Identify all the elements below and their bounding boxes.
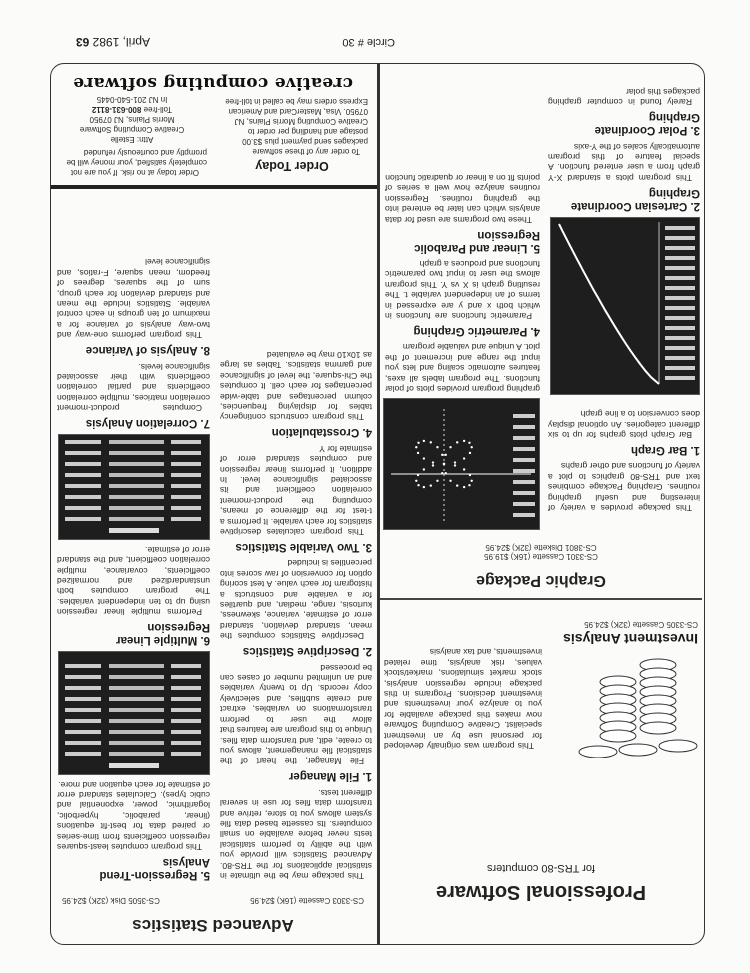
axis-label	[665, 306, 695, 310]
advanced-col-right	[57, 257, 210, 881]
axis-label	[665, 256, 695, 260]
screen-text	[109, 686, 164, 690]
screen-text	[109, 664, 164, 668]
investment-description: This program was originally developed for personal use by an investment specialist. Creative Computing Software now makes this package available for you to analyze your investments and investment decisions. Programs in this package include regression analysis, stock market simulations, market/stock values, risk analysis, time related investments, and tax analysis	[384, 647, 542, 751]
axis-label	[513, 469, 535, 473]
two-variable-heading: 3. Two Variable Statistics	[235, 541, 372, 554]
polar-point	[417, 452, 419, 454]
polar-point	[436, 446, 438, 448]
polar-point	[469, 474, 471, 476]
bar-graph-heading: 1. Bar Graph	[630, 443, 700, 456]
screen-text	[65, 484, 101, 488]
screen-text	[65, 675, 101, 679]
ad-subtitle: for TRS-80 computers	[487, 862, 596, 874]
screen-title	[109, 763, 159, 768]
coin-stacks-icon	[548, 658, 698, 758]
polar-point	[445, 472, 447, 474]
screen-text	[65, 708, 101, 712]
polar-point	[463, 486, 465, 488]
correlation-screenshot	[58, 434, 210, 540]
section-rule	[380, 598, 702, 600]
creative-computing-logo: creative computing software	[72, 73, 354, 93]
axis-label	[665, 326, 695, 330]
multiple-linear-heading: 6. Multiple Linear Regression	[116, 621, 210, 647]
page-number: 63	[75, 35, 90, 49]
axis-label	[665, 376, 695, 380]
screen-text	[65, 440, 101, 444]
regression-heading: 5. Linear and Parabolic Regression	[414, 228, 540, 254]
screen-text	[171, 495, 201, 499]
regression-trend-text: This program computes least-squares regression coefficients from time-series or paired data for best-fit equations (linear, parabolic, hyperbolic, logarithmic, power, exponential and cubic types). Calculates standard error of estimate for each equation and more.	[57, 779, 210, 852]
polar-point	[468, 442, 470, 444]
advanced-price-cassette: CS-3303 Cassette (16K) $24.95	[250, 896, 364, 905]
investment-left	[548, 620, 698, 758]
screen-text	[109, 752, 164, 756]
order-address: Morris Plains, NJ 07950	[89, 115, 175, 124]
axis-label	[665, 226, 695, 230]
screen-text	[171, 462, 201, 466]
polar-point	[436, 480, 438, 482]
axis-label	[665, 346, 695, 350]
screen-text	[109, 517, 164, 521]
screen-text	[109, 462, 164, 466]
axis-label	[513, 491, 535, 495]
polar-point	[423, 457, 425, 459]
order-nj-phone: In NJ 201-540-0445	[96, 95, 168, 104]
investment-title: Investment Analysis	[563, 631, 698, 647]
ad-title: Professional Software	[435, 881, 647, 903]
polar-point	[423, 440, 425, 442]
crosstab-text: This program constructs contingency tables for displaying frequencies, column percentages and table-wide percentages for each cell. It computes the Chi-square, the level of significance and gamma statistics. Tables as large as 10x10 may be evaluated	[220, 349, 372, 423]
screen-text	[65, 741, 101, 745]
polar-point	[415, 480, 417, 482]
screen-text	[109, 495, 164, 499]
axis-label	[513, 414, 535, 418]
screen-text	[65, 686, 101, 690]
coin	[600, 730, 636, 742]
screen-text	[65, 495, 101, 499]
screen-text	[65, 462, 101, 466]
correlation-text: Computes product-moment correlation matrices, multiple correlation coefficients and partial correlation coefficients with their associated significance levels.	[57, 361, 210, 414]
polar-point	[449, 446, 451, 448]
graphic-price-cassette: CS-3301 Cassette (16K) $19.95	[484, 552, 598, 561]
order-tollfree-line	[57, 104, 207, 114]
screen-text	[171, 686, 201, 690]
investment-text-col	[384, 647, 542, 751]
screen-text	[65, 451, 101, 455]
screen-text	[171, 440, 201, 444]
axis-label	[665, 266, 695, 270]
polar-point	[463, 468, 465, 470]
axis-label	[665, 276, 695, 280]
axis-label	[513, 447, 535, 451]
polar-point	[423, 468, 425, 470]
order-attn: Attn: Estelle	[110, 135, 154, 144]
screen-text	[65, 752, 101, 756]
order-right	[57, 94, 207, 177]
screen-text	[109, 741, 164, 745]
polar-point	[417, 442, 419, 444]
polar-point	[417, 484, 419, 486]
axis-label	[513, 436, 535, 440]
graphic-intro: This package provides a variety of interesting and useful graphing routines. Graphing Package combines text and TRS-80 graphics to plot a variety of functions and other graphs	[548, 461, 700, 513]
screen-text	[171, 697, 201, 701]
screen-text	[109, 506, 164, 510]
screen-text	[109, 675, 164, 679]
file-manager-text: File Manager, the heart of the statistical file management, allows you to create, edit, and transform data files. Unique to this program are features that allow the user to perform transformations on variables, extract and create subfiles, and selectively copy records. Up to twenty variables and an unlimited number of cases can be processed	[220, 662, 372, 767]
polar-point	[463, 440, 465, 442]
axis-label	[513, 513, 535, 517]
screen-text	[109, 697, 164, 701]
tollfree-number: 800-631-8112	[91, 105, 142, 114]
graphic-price-diskette: CS-3801 Diskette (32K) $24.95	[485, 543, 597, 552]
screen-text	[171, 719, 201, 723]
screen-text	[65, 730, 101, 734]
advanced-title: Advanced Statistics	[132, 916, 294, 935]
screen-text	[171, 506, 201, 510]
order-heading: Order Today	[255, 159, 329, 173]
screen-text	[171, 484, 201, 488]
order-instructions: To order any of these software packages send payment plus $3.00 postage and handling per order to Creative Computing Morris Plains, NJ 07950. Visa, MasterCard and American Express orders may be called in toll-free	[225, 97, 368, 156]
anova-heading: 8. Analysis of Variance	[85, 344, 210, 357]
regression-text: These two programs are used for data analysis which can later be entered into the graphing routines. Regression routines analyze how well a series of points fit on a linear or quadratic function	[385, 172, 540, 225]
issue-date: April, 1982	[92, 35, 150, 49]
polar-point	[430, 441, 432, 443]
axis-label	[513, 502, 535, 506]
cartesian-text: This program plots a standard X-Y graph from a user entered function. A special feature of this program automatically scales of the Y-axis	[548, 141, 700, 183]
axis-label	[513, 458, 535, 462]
screen-text	[171, 664, 201, 668]
parametric-text: Parametric functions are functions in which both x and y are expressed in terms of an independent variable t. The resulting graph is X vs Y. This program allows the user to input two parametric functions and produces a graph	[385, 258, 540, 321]
file-manager-heading: 1. File Manager	[288, 770, 372, 783]
order-guarantee: Order today at no risk. If you are not completely satisfied, your money will be promptly and courteously refunded	[66, 148, 207, 177]
screen-text	[109, 730, 164, 734]
axis-label	[665, 356, 695, 360]
axis-label	[665, 316, 695, 320]
polar-point	[454, 464, 456, 466]
screen-text	[171, 451, 201, 455]
polar-point	[449, 480, 451, 482]
two-variable-text: This program calculates descriptive statistics for each variable. It performs a t-test for the difference of means, computing the product-moment correlation coefficient and its associated significance level. In addition, it performs linear regression and computes standard error of estimate for Y	[220, 443, 372, 538]
graphic-col-left	[548, 86, 700, 513]
plotted-curve	[559, 224, 659, 384]
coin	[579, 746, 617, 758]
multiple-linear-text: Performs multiple linear regression using up to ten independent variables. The program computes both unstandardized and normalized coefficients, covariance, multiple correlation coefficient, and the standard error of estimate.	[57, 544, 210, 618]
polar-point	[463, 457, 465, 459]
polar-point	[432, 461, 434, 463]
polar-text-b: graphing program provides plots of polar functions. The program labels all axes, features automatic scaling and lets you input the range and increment of the plot. A unique and valuable program	[385, 342, 540, 394]
advanced-col-left	[220, 350, 372, 881]
polar-point	[470, 446, 472, 448]
axis-label	[665, 366, 695, 370]
screen-text	[171, 473, 201, 477]
coin	[619, 744, 657, 756]
parametric-heading: 4. Parametric Graphing	[413, 324, 540, 337]
screen-text	[65, 664, 101, 668]
crosstab-heading: 4. Crosstabulation	[271, 426, 372, 439]
screen-text	[109, 451, 164, 455]
screen-text	[109, 473, 164, 477]
polar-point	[423, 486, 425, 488]
screen-text	[109, 440, 164, 444]
polar-point	[432, 464, 434, 466]
polar-point	[454, 461, 456, 463]
tollfree-label: Toll-free	[143, 105, 173, 114]
reader-service-circle: Circle # 30	[342, 36, 395, 48]
investment-price: CS-3305 Cassette (32K) $24.95	[584, 620, 698, 629]
polar-point	[430, 484, 432, 486]
screen-text	[109, 484, 164, 488]
coin	[659, 740, 697, 752]
axis-label	[513, 425, 535, 429]
screen-text	[171, 741, 201, 745]
advanced-price-disk: CS-3505 Disk (32K) $24.95	[62, 896, 160, 905]
screen-text	[171, 517, 201, 521]
order-left	[216, 96, 368, 177]
screen-text	[65, 506, 101, 510]
screen-text	[65, 719, 101, 723]
polar-point	[441, 472, 443, 474]
axis-label	[665, 336, 695, 340]
screen-text	[171, 708, 201, 712]
screen-text	[65, 697, 101, 701]
graphic-title: Graphic Package	[476, 572, 606, 589]
regression-screenshot	[58, 651, 210, 775]
axis-label	[513, 480, 535, 484]
anova-text: This program performs one-way and two-way analysis of variance for a maximum of ten groups in each control variable. Statistics include the mean and standard deviation for each group, sum of the squares, degrees of freedom, mean square, F-ratios, and significance level	[57, 257, 210, 341]
screen-text	[65, 517, 101, 521]
polar-point	[468, 484, 470, 486]
polar-heading: 3. Polar Coordinate Graphing	[594, 111, 700, 137]
coin	[640, 722, 676, 734]
polar-point	[469, 452, 471, 454]
axis-label	[665, 296, 695, 300]
bar-graph-text: Bar Graph plots graphs for up to six different categories. An optional display does conversion to a line graph	[548, 409, 700, 440]
column-divider	[377, 63, 380, 945]
polar-text-a: Rarely found in computer graphing packages this polar	[548, 86, 700, 108]
cartesian-heading: 2. Cartesian Coordinate Graphing	[570, 186, 700, 212]
polar-point	[415, 446, 417, 448]
screen-text	[65, 473, 101, 477]
order-rule	[51, 185, 377, 189]
polar-point	[470, 480, 472, 482]
screen-text	[109, 719, 164, 723]
screen-text	[171, 675, 201, 679]
axis-label	[665, 236, 695, 240]
advanced-intro: This package may be the ultimate in statistical applications for the TRS-80. Advanced Statistics will provide you with the ability to perform statistical tests never before available on small computers. Its cassette based data file system allows you to store, retrive and transform data files for use in several different tests.	[220, 787, 372, 881]
axis-label	[665, 286, 695, 290]
graphic-header	[382, 543, 700, 589]
axis-label	[665, 246, 695, 250]
order-company: Creative Computing Software	[79, 125, 185, 134]
screen-title	[109, 528, 159, 533]
advanced-header	[54, 896, 372, 935]
screen-text	[171, 730, 201, 734]
polar-point	[445, 454, 447, 456]
polar-point	[456, 441, 458, 443]
graphic-col-right	[385, 173, 540, 531]
polar-point	[417, 474, 419, 476]
correlation-heading: 7. Correlation Analysis	[85, 417, 210, 430]
descriptive-heading: 2. Descriptive Statistics	[242, 645, 372, 658]
title-block	[382, 862, 700, 903]
polar-graph-screenshot	[383, 398, 540, 530]
polar-point	[456, 484, 458, 486]
descriptive-text: Descriptive Statistics computes the mean, standard deviation, standard error of estimate, variance, skewness, kurtosis, range, median, and quartiles for a variable and constructs a histogram for each value. A test scoring option for conversion of raw scores into percentiles is included	[220, 558, 372, 642]
screen-text	[171, 752, 201, 756]
polar-point	[441, 454, 443, 456]
page-footer	[76, 35, 150, 49]
screen-text	[109, 708, 164, 712]
cartesian-graph-screenshot	[550, 217, 700, 395]
regression-trend-heading: 5. Regression-Trend Analysis	[99, 856, 210, 881]
polar-point	[443, 463, 445, 465]
